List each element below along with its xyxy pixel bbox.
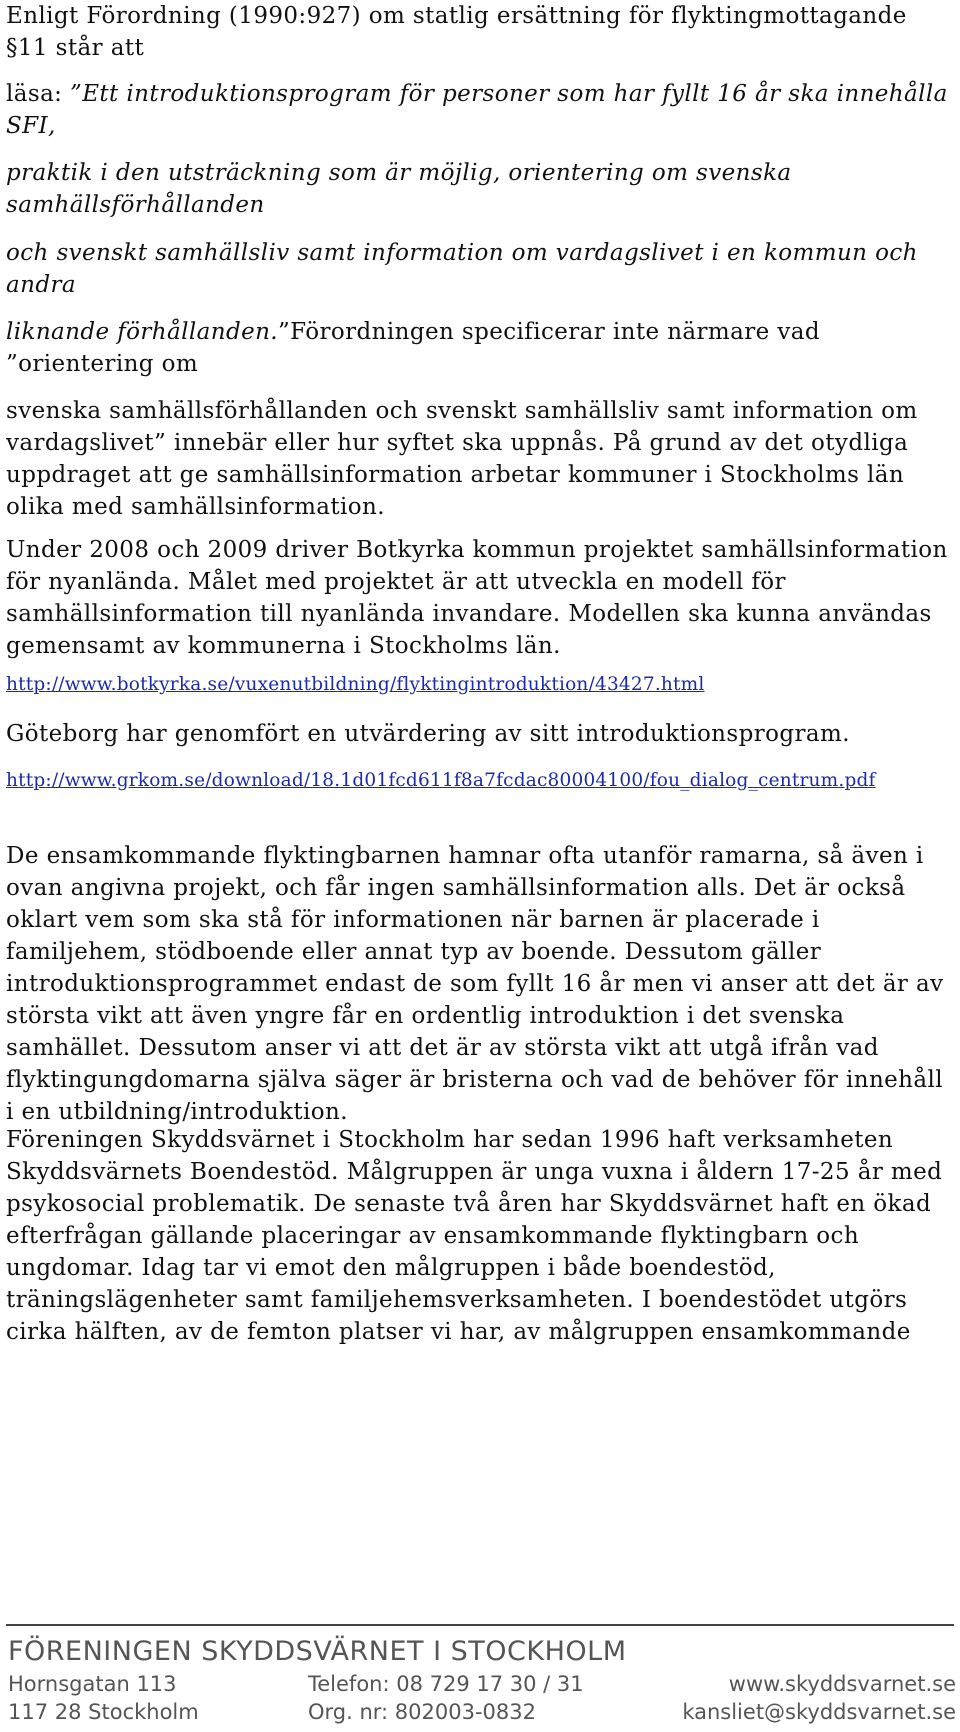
paragraph-civic-information: svenska samhällsförhållanden och svenskt samhällsliv samt information om vardagslivet” innebär eller hur syftet ska uppnås. På grund av det otydliga uppdraget att ge samhällsinformation arbetar kommuner i Stockholms län olika med samhällsinformation.: [6, 398, 918, 520]
footer-phone: Telefon: 08 729 17 30 / 31: [308, 1672, 584, 1696]
footer-postal-address: 117 28 Stockholm: [8, 1700, 199, 1724]
quote-lead: läsa:: [6, 81, 71, 107]
paragraph-quote-continued-1: praktik i den utsträckning som är möjlig, orientering om svenska samhällsförhållanden: [6, 160, 792, 218]
quote-text: ”Ett introduktionsprogram för personer som har fyllt 16 år ska innehålla SFI,: [6, 81, 948, 139]
paragraph-goteborg: Göteborg har genomfört en utvärdering av sitt introduktionsprogram.: [6, 721, 850, 747]
paragraph-ordinance-intro: [6, 0, 954, 64]
footer-row-2: [8, 1700, 956, 1728]
footer-org-number: Org. nr: 802003-0832: [308, 1700, 536, 1724]
ordinance-line-1: Enligt Förordning (1990:927) om statlig ersättning för flyktingmottagande: [6, 3, 907, 29]
footer-email[interactable]: kansliet@skyddsvarnet.se: [682, 1700, 956, 1724]
grkom-link[interactable]: http://www.grkom.se/download/18.1d01fcd611f8a7fcdac80004100/fou_dialog_centrum.pdf: [6, 770, 876, 791]
paragraph-botkyrka-project: Under 2008 och 2009 driver Botkyrka kommun projektet samhällsinformation för nyanlända. Målet med projektet är att utveckla en modell för samhällsinformation till nyanlända invandare. Modellen ska kunna användas gemensamt av kommunerna i Stockholms län.: [6, 537, 948, 659]
ordinance-line-2: §11 står att: [6, 35, 145, 61]
footer-row-1: [8, 1672, 956, 1700]
paragraph-unaccompanied-children: De ensamkommande flyktingbarnen hamnar ofta utanför ramarna, så även i ovan angivna projekt, och får ingen samhällsinformation alls. Det är också oklart vem som ska stå för informationen när barnen är placerade i familjehem, stödboende eller annat typ av boende. Dessutom gäller introduktionsprogrammet endast de som fyllt 16 år men vi anser att det är av största vikt att även yngre får en ordentlig introduktion i det svenska samhället. Dessutom anser vi att det är av största vikt att utgå ifrån vad flyktingungdomarna själva säger är bristerna och vad de behöver för innehåll i en utbildning/introduktion.: [6, 843, 944, 1125]
paragraph-skyddsvarnet: Föreningen Skyddsvärnet i Stockholm har sedan 1996 haft verksamheten Skyddsvärnets Boendestöd. Målgruppen är unga vuxna i åldern 17-25 år med psykosocial problematik. De senaste två åren har Skyddsvärnet haft en ökad efterfrågan gällande placeringar av ensamkommande flyktingbarn och ungdomar. Idag tar vi emot den målgruppen i både boendestöd, träningslägenheter samt familjehemsverksamheten. I boendestödet utgörs cirka hälften, av de femton platser vi har, av målgruppen ensamkommande: [6, 1127, 943, 1345]
footer-divider: [6, 1624, 954, 1626]
botkyrka-link[interactable]: http://www.botkyrka.se/vuxenutbildning/flyktingintroduktion/43427.html: [6, 674, 705, 695]
paragraph-quote-end: [6, 316, 954, 380]
footer-website[interactable]: www.skyddsvarnet.se: [728, 1672, 956, 1696]
footer-organization-name: FÖRENINGEN SKYDDSVÄRNET I STOCKHOLM: [8, 1636, 627, 1667]
paragraph-quote-continued-2: och svenskt samhällsliv samt information om vardagslivet i en kommun och andra: [6, 240, 918, 298]
paragraph-quote-start: [6, 78, 954, 142]
footer-street-address: Hornsgatan 113: [8, 1672, 177, 1696]
quote-end-text: liknande förhållanden.: [6, 319, 279, 345]
regulation-comment: ”Förordningen specificerar inte närmare vad ”orientering om: [6, 319, 820, 377]
